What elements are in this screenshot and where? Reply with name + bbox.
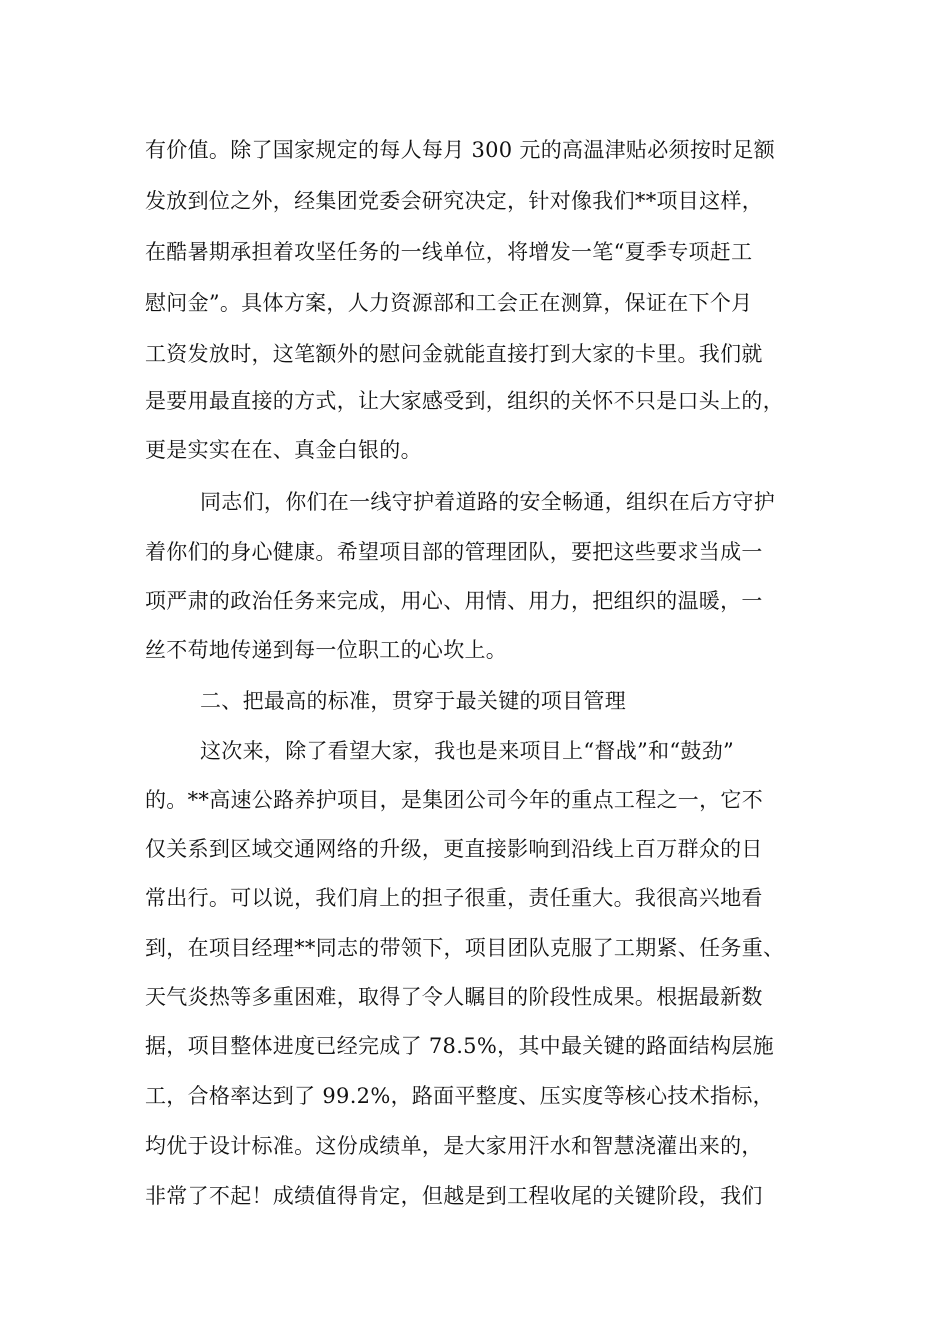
- paragraph-line: 有价值。除了国家规定的每人每月 300 元的高温津贴必须按时足额: [145, 138, 776, 162]
- paragraph-line: 常出行。可以说，我们肩上的担子很重，责任重大。我很高兴地看: [145, 886, 763, 910]
- section-heading: 二、把最高的标准，贯穿于最关键的项目管理: [200, 689, 626, 713]
- paragraph-line: 均优于设计标准。这份成绩单，是大家用汗水和智慧浇灌出来的，: [145, 1134, 763, 1158]
- paragraph-line: 着你们的身心健康。希望项目部的管理团队，要把这些要求当成一: [145, 540, 763, 564]
- paragraph-line: 到，在项目经理**同志的带领下，项目团队克服了工期紧、任务重、: [145, 936, 785, 960]
- paragraph-line: 工，合格率达到了 99.2%，路面平整度、压实度等核心技术指标，: [145, 1084, 774, 1108]
- paragraph-line: 丝不苟地传递到每一位职工的心坎上。: [145, 638, 508, 662]
- paragraph-line: 非常了不起！成绩值得肯定，但越是到工程收尾的关键阶段，我们: [145, 1184, 763, 1208]
- paragraph-line: 在酷暑期承担着攻坚任务的一线单位，将增发一笔“夏季专项赶工: [145, 240, 753, 264]
- paragraph-line: 发放到位之外，经集团党委会研究决定，针对像我们**项目这样，: [145, 189, 763, 213]
- paragraph-line: 同志们，你们在一线守护着道路的安全畅通，组织在后方守护: [200, 490, 776, 514]
- paragraph-line: 的。**高速公路养护项目，是集团公司今年的重点工程之一，它不: [145, 788, 763, 812]
- paragraph-line: 慰问金”。具体方案，人力资源部和工会正在测算，保证在下个月: [145, 291, 753, 315]
- paragraph-line: 据，项目整体进度已经完成了 78.5%，其中最关键的路面结构层施: [145, 1034, 774, 1058]
- paragraph-line: 天气炎热等多重困难，取得了令人瞩目的阶段性成果。根据最新数: [145, 985, 763, 1009]
- paragraph-line: 工资发放时，这笔额外的慰问金就能直接打到大家的卡里。我们就: [145, 342, 763, 366]
- paragraph-line: 仅关系到区域交通网络的升级，更直接影响到沿线上百万群众的日: [145, 837, 763, 861]
- paragraph-line: 这次来，除了看望大家，我也是来项目上“督战”和“鼓劲”: [200, 739, 735, 763]
- paragraph-line: 是要用最直接的方式，让大家感受到，组织的关怀不只是口头上的，: [145, 389, 784, 413]
- paragraph-line: 项严肃的政治任务来完成，用心、用情、用力，把组织的温暖，一: [145, 589, 763, 613]
- paragraph-line: 更是实实在在、真金白银的。: [145, 438, 422, 462]
